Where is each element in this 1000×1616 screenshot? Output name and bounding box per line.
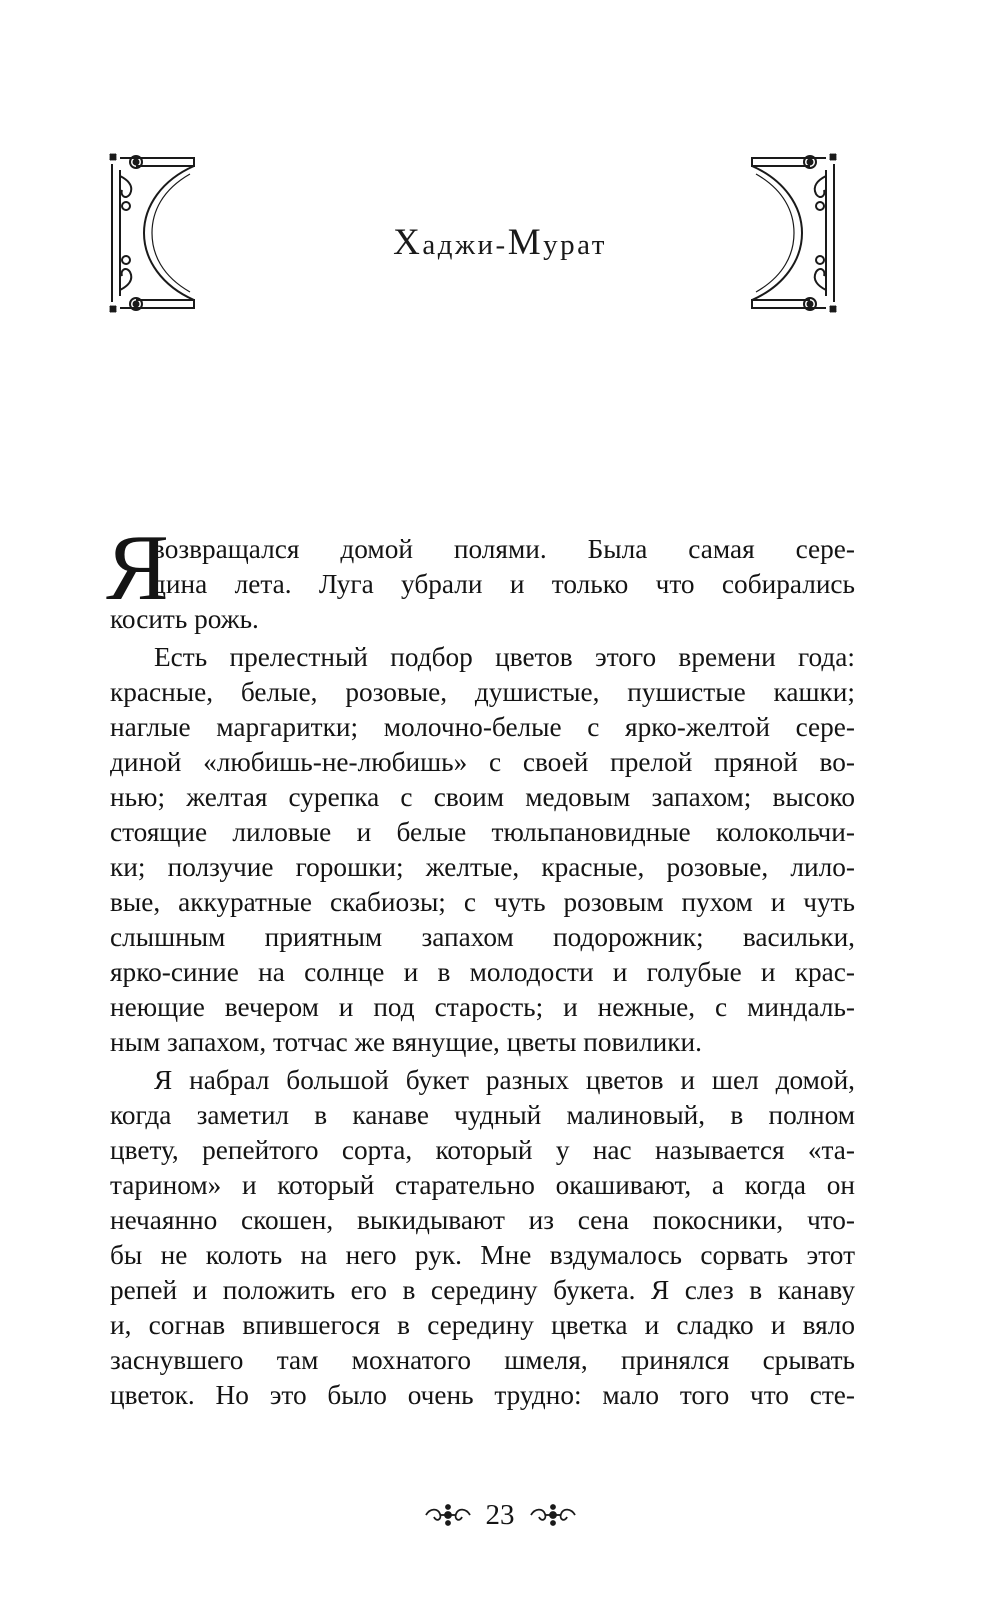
text-line: ки; ползучие горошки; желтые, красные, розовые, лило- — [110, 852, 855, 882]
text-line: цвету, репейтого сорта, который у нас называется «та- — [110, 1135, 855, 1165]
text-line: Есть прелестный подбор цветов этого времени года: — [154, 642, 855, 672]
text-line: дина лета. Луга убрали и только что собирались — [152, 569, 855, 599]
text-line: наглые маргаритки; молочно-белые с ярко-желтой сере- — [110, 712, 855, 742]
chapter-title — [0, 221, 1000, 264]
text-line: неющие вечером и под старость; и нежные, с миндаль- — [110, 992, 855, 1022]
paragraph-2 — [110, 640, 855, 1060]
paragraph-3 — [110, 1063, 855, 1413]
text-line: слышным приятным запахом подорожник; васильки, — [110, 922, 855, 952]
text-line: и, согнав впившегося в середину цветка и сладко и вяло — [110, 1310, 855, 1340]
text-line: заснувшего там мохнатого шмеля, принялся срывать — [110, 1345, 855, 1375]
text-line: стоящие лиловые и белые тюльпановидные колокольчи- — [110, 817, 855, 847]
text-line: нечаянно скошен, выкидывают из сена покосники, что- — [110, 1205, 855, 1235]
text-line: диной «любишь-не-любишь» с своей прелой пряной во- — [110, 747, 855, 777]
title-part-2: урат — [543, 229, 607, 261]
flourish-icon — [422, 1502, 474, 1528]
text-line: возвращался домой полями. Была самая сере- — [152, 534, 855, 564]
text-line: цветок. Но это было очень трудно: мало того что сте- — [110, 1380, 855, 1410]
drop-cap: Я — [106, 516, 169, 620]
text-line: бы не колоть на него рук. Мне вздумалось сорвать этот — [110, 1240, 855, 1270]
text-line: ным запахом, тотчас же вянущие, цветы повилики. — [110, 1027, 702, 1057]
page-number: 23 — [485, 1499, 515, 1531]
text-line: красные, белые, розовые, душистые, пушистые кашки; — [110, 677, 855, 707]
title-cap-2: М — [507, 222, 544, 263]
text-line: когда заметил в канаве чудный малиновый, в полном — [110, 1100, 855, 1130]
text-line: косить рожь. — [110, 604, 259, 634]
text-line: Я набрал большой букет разных цветов и шел домой, — [154, 1065, 855, 1095]
text-line: ярко-синие на солнце и в молодости и голубые и крас- — [110, 957, 855, 987]
ornate-bracket-icon — [744, 150, 840, 316]
paragraph-1 — [106, 516, 855, 637]
title-cap-1: Х — [393, 222, 423, 263]
text-line: репей и положить его в середину букета. Я слез в канаву — [110, 1275, 855, 1305]
text-line: нью; желтая сурепка с своим медовым запахом; высоко — [110, 782, 855, 812]
title-part-1: аджи- — [422, 229, 508, 261]
text-line: вые, аккуратные скабиозы; с чуть розовым пухом и чуть — [110, 887, 855, 917]
text-line: тарином» и который старательно окашивают, а когда он — [110, 1170, 855, 1200]
flourish-icon — [527, 1502, 579, 1528]
page-footer — [0, 1492, 1000, 1538]
body-text — [106, 516, 855, 1416]
